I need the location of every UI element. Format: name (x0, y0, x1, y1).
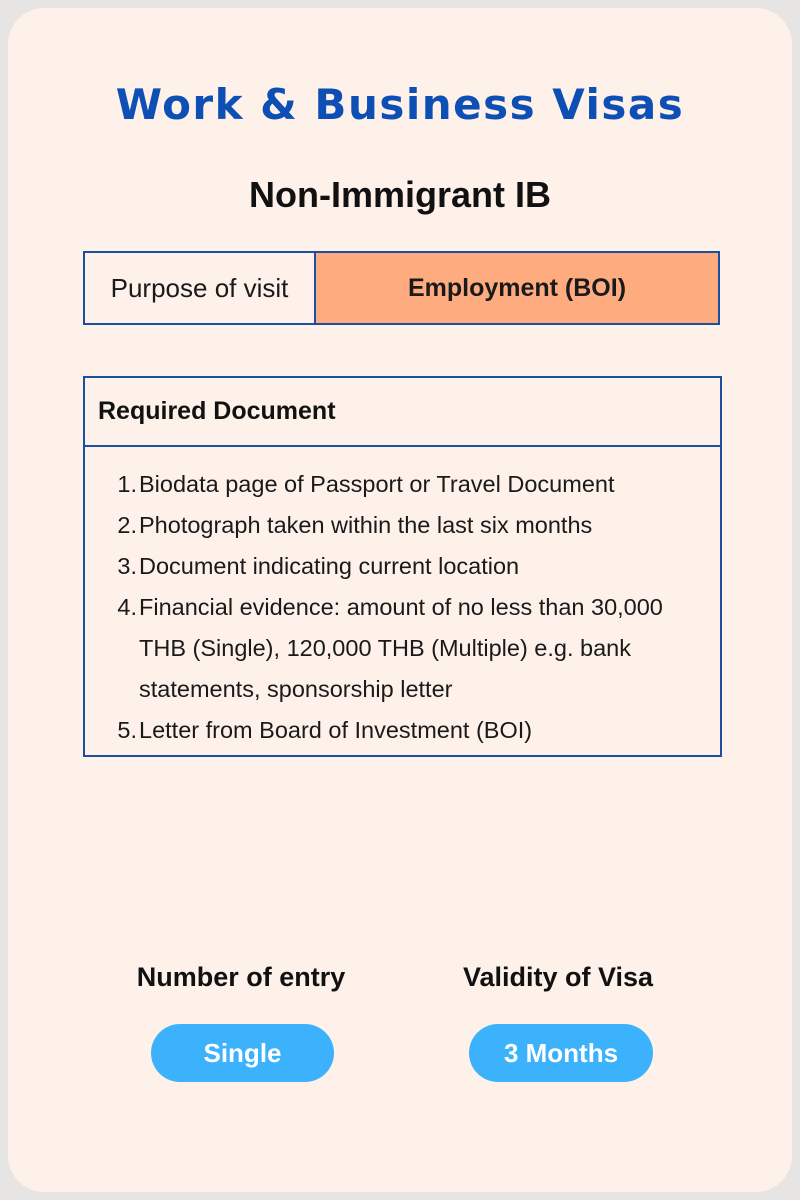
page-title: Work & Business Visas (115, 80, 685, 129)
visa-type-heading: Non-Immigrant IB (249, 174, 551, 215)
list-item (85, 505, 720, 546)
list-item-number: 3. (117, 553, 137, 579)
list-item-number: 4. (117, 594, 137, 620)
purpose-row (83, 251, 720, 325)
list-item-number: 2. (117, 512, 137, 538)
required-documents-box (83, 376, 722, 757)
list-item-text: Document indicating current location (139, 553, 520, 579)
required-documents-list (85, 447, 720, 751)
list-item (85, 464, 720, 505)
entry-label: Number of entry (136, 962, 346, 992)
list-item (85, 546, 720, 587)
list-item-text: Photograph taken within the last six months (139, 512, 593, 538)
list-item-text: Biodata page of Passport or Travel Document (139, 471, 615, 497)
list-item (85, 587, 720, 710)
list-item (85, 710, 720, 751)
entry-badge: Single (151, 1024, 334, 1082)
purpose-label: Purpose of visit (85, 253, 316, 323)
list-item-number: 5. (117, 717, 137, 743)
validity-badge: 3 Months (469, 1024, 653, 1082)
list-item-text: Financial evidence: amount of no less than 30,000 THB (Single), 120,000 THB (Multiple) e.g. bank statements, sponsorship letter (139, 594, 663, 702)
required-documents-heading: Required Document (85, 378, 720, 447)
validity-label: Validity of Visa (462, 962, 654, 992)
list-item-text: Letter from Board of Investment (BOI) (139, 717, 533, 743)
list-item-number: 1. (117, 471, 137, 497)
purpose-value: Employment (BOI) (316, 253, 718, 323)
